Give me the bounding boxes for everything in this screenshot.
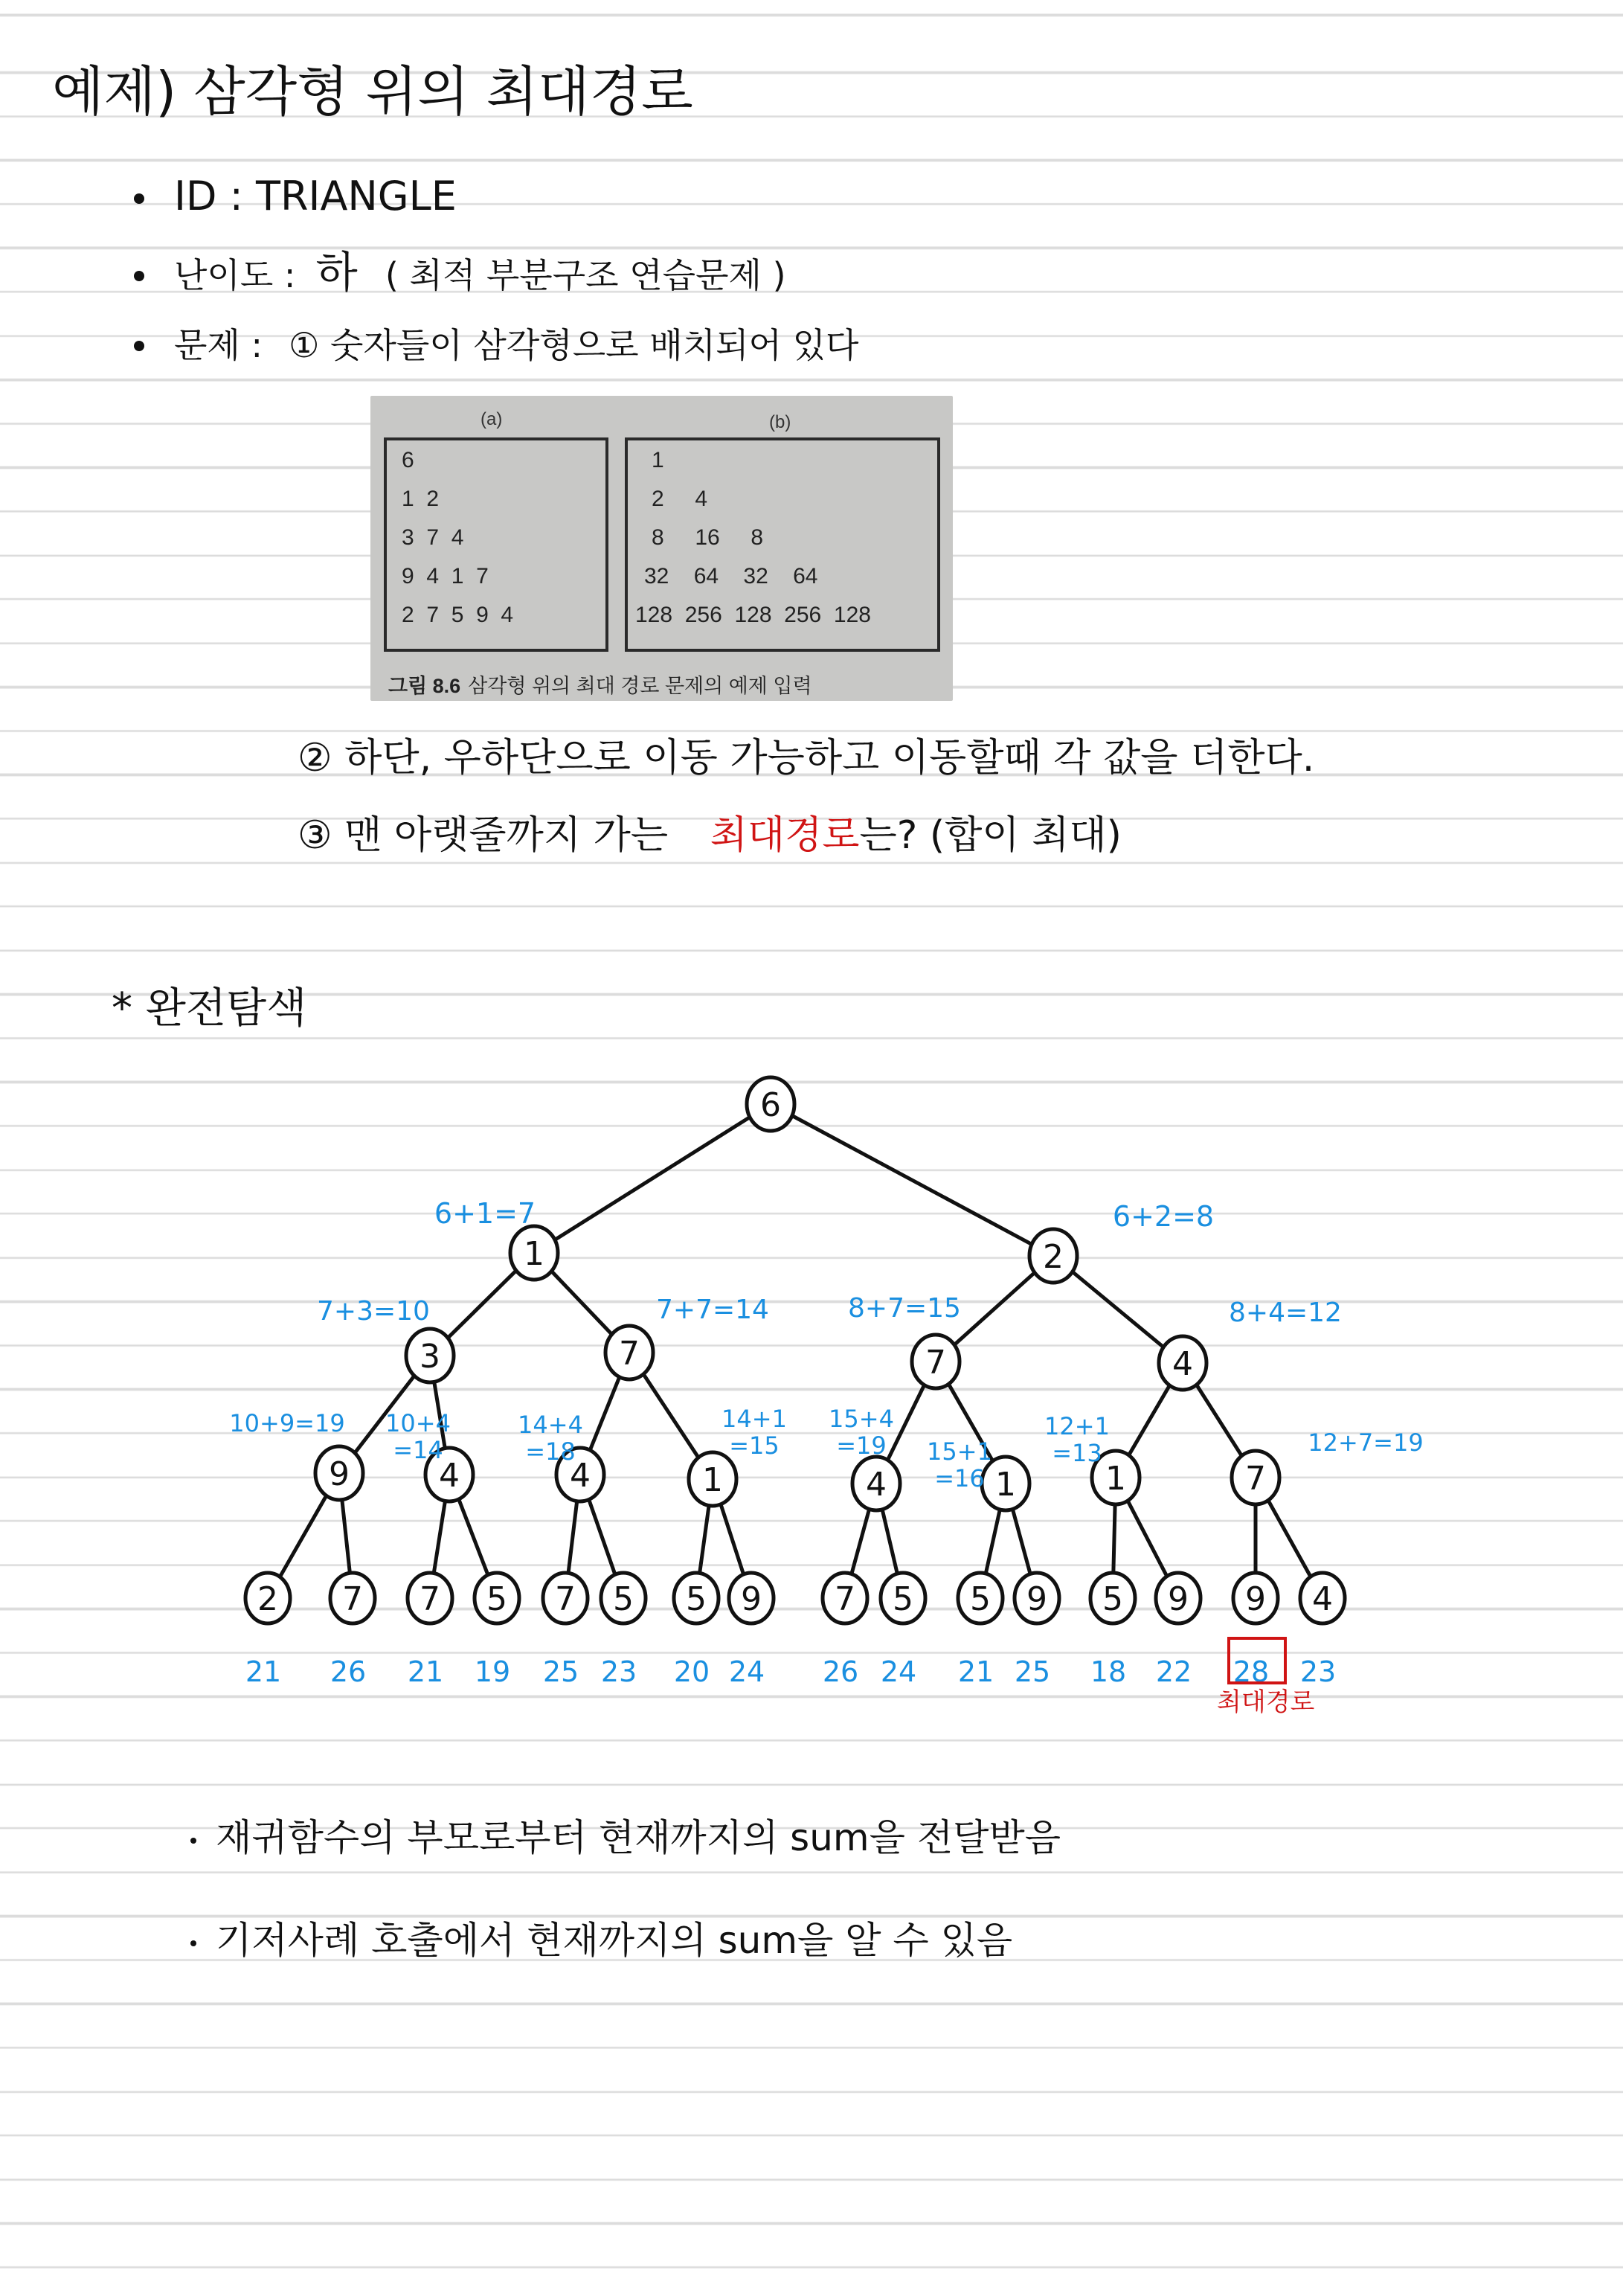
- tree-node-value: 1: [702, 1461, 723, 1499]
- leaf-sum-label: 21: [957, 1655, 994, 1688]
- tree-node-value: 7: [619, 1335, 640, 1373]
- note-1: [190, 1815, 1061, 1860]
- edge-sum-label: 6+1=7: [434, 1197, 536, 1230]
- edge-sum-label: =18: [525, 1437, 576, 1466]
- tree-node-value: 5: [486, 1580, 507, 1618]
- page-title: 예제) 삼각형 위의 최대경로: [52, 60, 693, 123]
- panel-a-row: 9 4 1 7: [402, 564, 489, 589]
- panel-a-label: (a): [481, 409, 503, 429]
- panel-a-row: 2 7 5 9 4: [402, 603, 514, 627]
- leaf-sum-label: 24: [728, 1655, 765, 1688]
- edge-sum-label: =13: [1052, 1439, 1102, 1467]
- edge-sum-label: 7+7=14: [656, 1295, 769, 1325]
- leaf-sum-label: 23: [1299, 1655, 1337, 1688]
- note-2-text: 기저사례 호출에서 현재까지의 sum을 알 수 있음: [216, 1919, 1013, 1962]
- panel-b-row: 8 16 8: [652, 525, 764, 550]
- tree-node-value: 9: [741, 1580, 762, 1618]
- note-dot: [190, 1940, 196, 1946]
- panel-b-row: 2 4: [652, 487, 708, 511]
- leaf-sum-label: 25: [1014, 1655, 1051, 1688]
- tree-node-value: 5: [970, 1580, 991, 1618]
- tree-node-value: 4: [1312, 1580, 1333, 1618]
- tree-node-value: 9: [329, 1455, 350, 1493]
- panel-b-row: 32 64 32 64: [644, 564, 818, 589]
- tree-node-value: 7: [925, 1344, 946, 1382]
- problem-id: ID : TRIANGLE: [174, 173, 457, 219]
- edge-sum-label: =14: [393, 1436, 443, 1464]
- tree-node-value: 2: [257, 1580, 278, 1618]
- leaf-sum-label: 26: [330, 1655, 367, 1688]
- edge-sum-label: 15+1: [927, 1437, 992, 1466]
- edge-sum-label: =19: [836, 1431, 887, 1460]
- tree-node-value: 5: [1102, 1580, 1123, 1618]
- note-dot: [190, 1838, 196, 1844]
- panel-a-row: 1 2: [402, 487, 440, 511]
- tree-node-value: 5: [613, 1580, 634, 1618]
- edge-sum-label: 10+4: [385, 1409, 451, 1437]
- panel-a-row: 3 7 4: [402, 525, 464, 550]
- tree-node-value: 1: [524, 1235, 544, 1273]
- tree-node-value: 7: [835, 1580, 855, 1618]
- step-2: ② 하단, 우하단으로 이동 가능하고 이동할때 각 값을 더한다.: [298, 736, 1315, 780]
- tree-node-value: 7: [342, 1580, 363, 1618]
- step-3-highlight: 최대경로: [710, 813, 860, 858]
- tree-node-value: 1: [1105, 1460, 1126, 1498]
- tree-node-value: 4: [439, 1457, 460, 1495]
- edge-sum-label: 10+9=19: [229, 1409, 345, 1437]
- leaf-sum-label: 24: [880, 1655, 917, 1688]
- max-path-label: 최대경로: [1217, 1687, 1315, 1717]
- edge-sum-label: 14+4: [518, 1411, 583, 1439]
- leaf-sum-label: 20: [673, 1655, 710, 1688]
- step-3-prefix: ③ 맨 아랫줄까지 가는: [298, 813, 669, 858]
- tree-node-value: 2: [1043, 1238, 1064, 1276]
- tree-node-value: 9: [1026, 1580, 1047, 1618]
- tree-node-value: 5: [686, 1580, 707, 1618]
- edge-sum-label: 7+3=10: [317, 1296, 430, 1327]
- tree-node-value: 4: [1172, 1345, 1193, 1383]
- edge-sum-label: 15+4: [829, 1405, 894, 1433]
- tree-node-value: 5: [893, 1580, 913, 1618]
- edge-sum-label: 12+7=19: [1308, 1428, 1424, 1457]
- tree-edge: [534, 1104, 771, 1253]
- tree-node-value: 7: [1245, 1460, 1266, 1498]
- leaf-sum-label: 19: [474, 1655, 511, 1688]
- tree-node-value: 9: [1168, 1580, 1189, 1618]
- tree-node-value: 3: [420, 1338, 440, 1376]
- figure-caption-number: 그림 8.6: [388, 675, 461, 697]
- figure-caption-text: 삼각형 위의 최대 경로 문제의 예제 입력: [468, 675, 812, 697]
- edge-sum-label: 6+2=8: [1112, 1200, 1215, 1233]
- tree-edge: [771, 1104, 1053, 1256]
- edge-sum-label: 8+7=15: [848, 1293, 961, 1324]
- leaf-sum-label: 28: [1232, 1655, 1270, 1688]
- edge-sum-label: 8+4=12: [1229, 1298, 1342, 1328]
- tree-node-value: 4: [570, 1457, 591, 1495]
- note-1-text: 재귀함수의 부모로부터 현재까지의 sum을 전달받음: [216, 1816, 1061, 1859]
- note-2: [190, 1918, 1012, 1963]
- leaf-sum-label: 22: [1155, 1655, 1192, 1688]
- tree-node-value: 7: [555, 1580, 576, 1618]
- max-path-box: [1227, 1637, 1287, 1684]
- tree-node-value: 1: [995, 1466, 1016, 1504]
- problem-step-1: ① 숫자들이 삼각형으로 배치되어 있다: [289, 325, 859, 365]
- panel-b-row: 128 256 128 256 128: [635, 603, 871, 627]
- problem-label: 문제 :: [174, 325, 263, 365]
- panel-b-row: 1: [652, 448, 664, 472]
- tree-node-value: 4: [866, 1466, 887, 1504]
- leaf-sum-label: 18: [1090, 1655, 1127, 1688]
- tree-node-value: 6: [760, 1086, 781, 1124]
- difficulty-note: ( 최적 부분구조 연습문제 ): [385, 255, 786, 295]
- difficulty-value: 하: [315, 247, 358, 298]
- edge-sum-label: =16: [934, 1464, 985, 1492]
- edge-sum-label: =15: [729, 1431, 780, 1460]
- panel-b-label: (b): [769, 412, 791, 432]
- leaf-sum-label: 26: [822, 1655, 859, 1688]
- panel-a-row: 6: [402, 448, 414, 472]
- leaf-sum-label: 21: [407, 1655, 444, 1688]
- edge-sum-label: 14+1: [721, 1405, 787, 1433]
- step-3-suffix: 는? (합이 최대): [859, 813, 1122, 858]
- leaf-sum-label: 23: [600, 1655, 637, 1688]
- section-heading: * 완전탐색: [112, 984, 307, 1033]
- difficulty-label: 난이도 :: [174, 255, 296, 295]
- tree-node-value: 9: [1245, 1580, 1266, 1618]
- leaf-sum-label: 25: [542, 1655, 579, 1688]
- tree-node-value: 7: [420, 1580, 440, 1618]
- edge-sum-label: 12+1: [1044, 1412, 1110, 1440]
- leaf-sum-label: 21: [245, 1655, 282, 1688]
